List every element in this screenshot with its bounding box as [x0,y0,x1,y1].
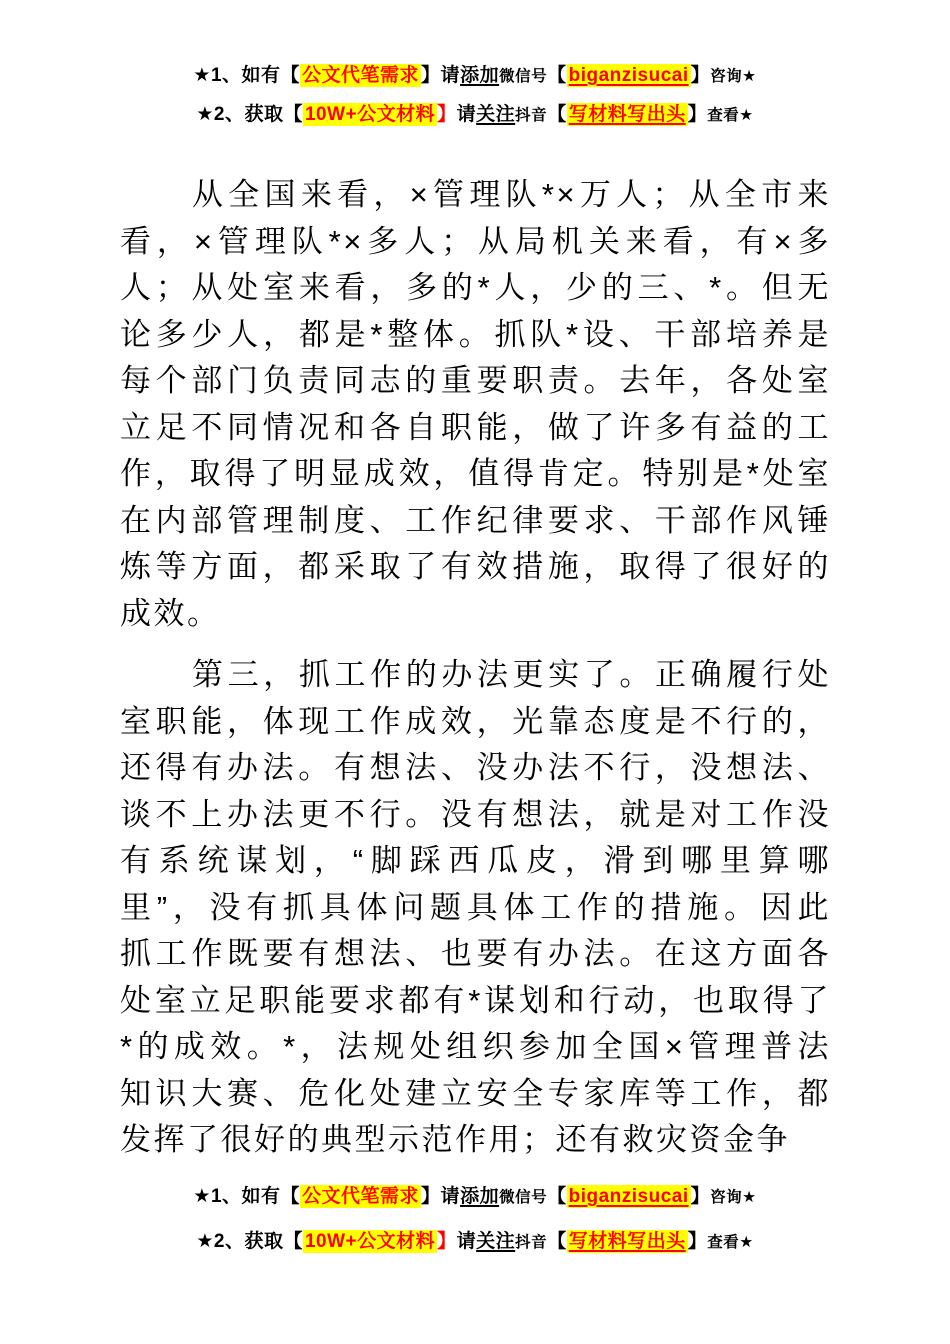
promo1-underline-add: 添加 [460,1186,500,1207]
promo1-highlight-ghostwriting: 公文代笔需求 [302,1186,420,1207]
promo1-bracket-close: 】请 [421,65,461,86]
promo1-prefix: ★1、如有【 [193,1186,301,1207]
body-line: 谈不上办法更不行。没有想法，就是对工作没 [120,796,831,832]
body-line: 室职能，体现工作成效，光靠态度是不行的， [120,703,831,739]
promo1-prefix: ★1、如有【 [193,65,301,86]
promo1-bracket-open: 【 [547,65,567,86]
body-line: 人；从处室来看，多的*人，少的三、*。但无 [120,270,831,305]
body-line: 抓工作既要有想法、也要有办法。在这方面各 [120,936,831,971]
promo-footer-line-2 [0,1226,950,1258]
promo1-wechat-label: 微信号 [499,68,548,85]
promo1-highlight-ghostwriting: 公文代笔需求 [302,65,420,86]
promo-footer-line-1 [0,1181,950,1213]
promo2-bracket-close-2: 】 [687,1231,708,1252]
body-line: 还得有办法。有想法、没办法不行，没想法、 [120,750,831,785]
promo1-wechat-id: biganzisucai [568,65,689,86]
body-line: *的成效。*，法规处组织参加全国×管理普法 [120,1029,831,1064]
promo1-underline-add: 添加 [460,65,500,86]
promo2-bracket-close-2: 】 [687,104,708,125]
body-line: 论多少人，都是*整体。抓队*设、干部培养是 [120,316,831,352]
body-line: 有系统谋划，“脚踩西瓜皮，滑到哪里算哪 [120,843,831,878]
promo2-please: 请 [456,104,477,125]
promo2-prefix: ★2、获取【 [196,1231,303,1252]
promo2-bracket-close-red: 】 [437,1231,457,1252]
body-line: 看，×管理队*×多人；从局机关来看，有×多 [120,223,831,259]
promo2-underline-follow: 关注 [476,1231,516,1252]
body-line: 处室立足职能要求都有*谋划和行动，也取得了 [120,982,831,1018]
promo2-bracket-close-red: 】 [437,104,457,125]
promo2-highlight-materials: 10W+公文材料 [304,104,436,125]
promo1-bracket-close-2: 】 [690,65,711,86]
promo2-prefix: ★2、获取【 [196,104,303,125]
body-line: 发挥了很好的典型示范作用；还有救灾资金争 [120,1122,790,1157]
promo-header-line-2 [0,99,950,131]
body-line: 从全国来看，×管理队*×万人；从全市来 [192,177,831,212]
body-line: 知识大赛、危化处建立安全专家库等工作，都 [120,1075,831,1111]
body-line: 成效。 [120,595,221,631]
promo-header-line-1 [0,60,950,92]
body-line: 作，取得了明显成效，值得肯定。特别是*处室 [120,456,831,491]
promo1-wechat-label: 微信号 [499,1189,548,1206]
promo2-suffix: 查看★ [707,107,754,124]
promo2-bracket-open: 【 [547,1231,567,1252]
body-line: 里”，没有抓具体问题具体工作的措施。因此 [120,889,831,925]
promo2-douyin-label: 抖音 [515,1234,548,1251]
promo1-bracket-close-2: 】 [690,1186,711,1207]
body-line: 在内部管理制度、工作纪律要求、干部作风锤 [120,502,831,538]
promo2-highlight-materials: 10W+公文材料 [304,1231,436,1252]
promo1-suffix: 咨询★ [710,68,757,85]
body-line: 立足不同情况和各自职能，做了许多有益的工 [120,409,831,445]
promo2-underline-follow: 关注 [476,104,516,125]
promo1-wechat-id: biganzisucai [568,1186,689,1207]
promo2-douyin-id: 写材料写出头 [568,1231,686,1252]
body-line: 炼等方面，都采取了有效措施，取得了很好的 [120,549,831,584]
promo1-bracket-close: 】请 [421,1186,461,1207]
body-line: 每个部门负责同志的重要职责。去年，各处室 [120,363,831,398]
promo1-bracket-open: 【 [547,1186,567,1207]
promo2-douyin-id: 写材料写出头 [568,104,686,125]
promo2-douyin-label: 抖音 [515,107,548,124]
document-body [120,172,831,1164]
promo1-suffix: 咨询★ [710,1189,757,1206]
promo2-bracket-open: 【 [547,104,567,125]
promo2-please: 请 [456,1231,477,1252]
body-line: 第三，抓工作的办法更实了。正确履行处 [192,657,831,692]
promo2-suffix: 查看★ [707,1234,754,1251]
